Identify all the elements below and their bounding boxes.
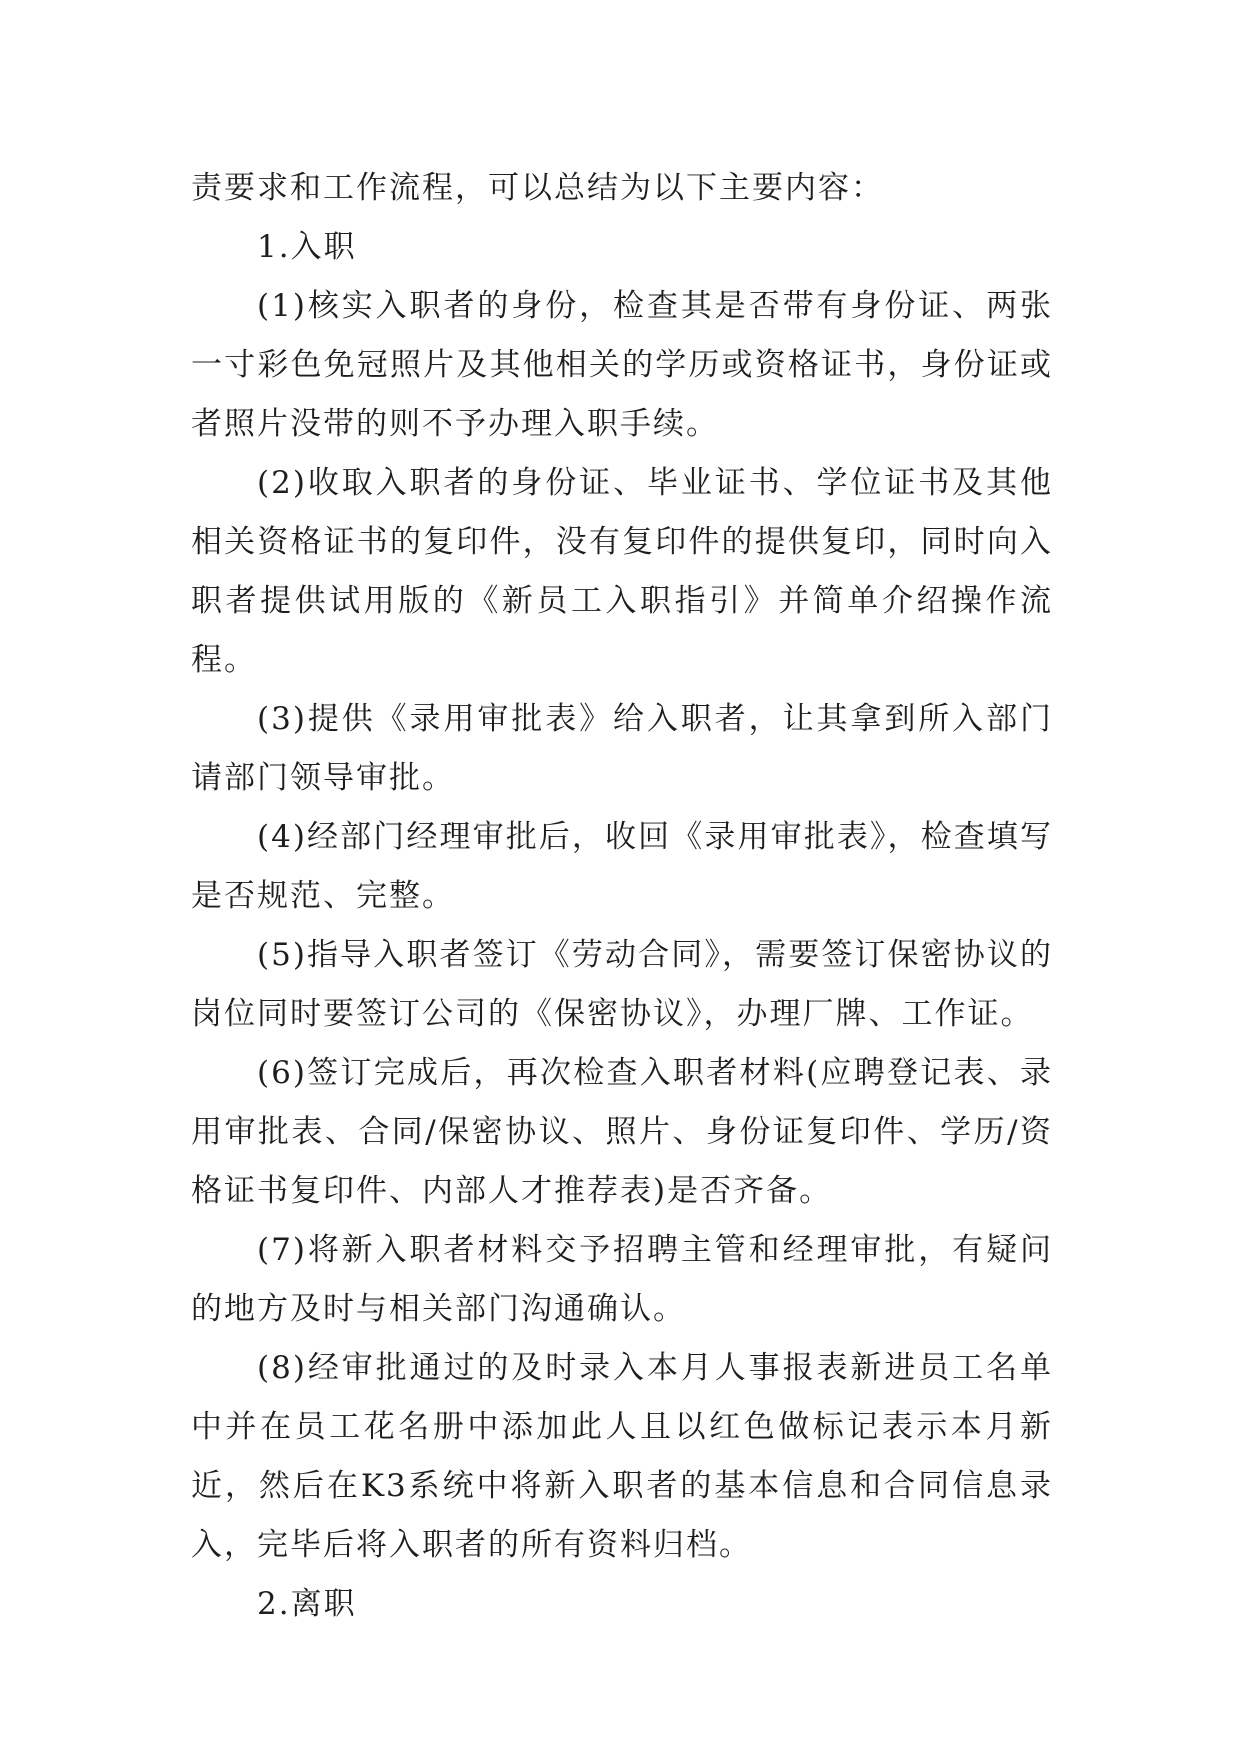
list-item: (3)提供《录用审批表》给入职者，让其拿到所入部门请部门领导审批。	[191, 701, 1053, 796]
list-item: (2)收取入职者的身份证、毕业证书、学位证书及其他相关资格证书的复印件，没有复印件的提供复印，同时向入职者提供试用版的《新员工入职指引》并简单介绍操作流程。	[191, 465, 1053, 678]
list-item: (7)将新入职者材料交予招聘主管和经理审批，有疑问的地方及时与相关部门沟通确认。	[191, 1232, 1053, 1327]
section-heading-resignation: 2.离职	[257, 1586, 357, 1622]
document-body	[191, 159, 1053, 1634]
list-item: (6)签订完成后，再次检查入职者材料(应聘登记表、录用审批表、合同/保密协议、照片、身份证复印件、学历/资格证书复印件、内部人才推荐表)是否齐备。	[191, 1055, 1053, 1209]
list-item: (4)经部门经理审批后，收回《录用审批表》，检查填写是否规范、完整。	[191, 819, 1053, 914]
list-item: (8)经审批通过的及时录入本月人事报表新进员工名单中并在员工花名册中添加此人且以红色做标记表示本月新近，然后在K3系统中将新入职者的基本信息和合同信息录入，完毕后将入职者的所有资料归档。	[191, 1350, 1053, 1563]
list-item: (1)核实入职者的身份，检查其是否带有身份证、两张一寸彩色免冠照片及其他相关的学历或资格证书，身份证或者照片没带的则不予办理入职手续。	[191, 288, 1053, 442]
section-heading-onboarding: 1.入职	[257, 229, 357, 265]
intro-paragraph: 责要求和工作流程，可以总结为以下主要内容：	[191, 170, 884, 206]
list-item: (5)指导入职者签订《劳动合同》，需要签订保密协议的岗位同时要签订公司的《保密协议》，办理厂牌、工作证。	[191, 937, 1053, 1032]
